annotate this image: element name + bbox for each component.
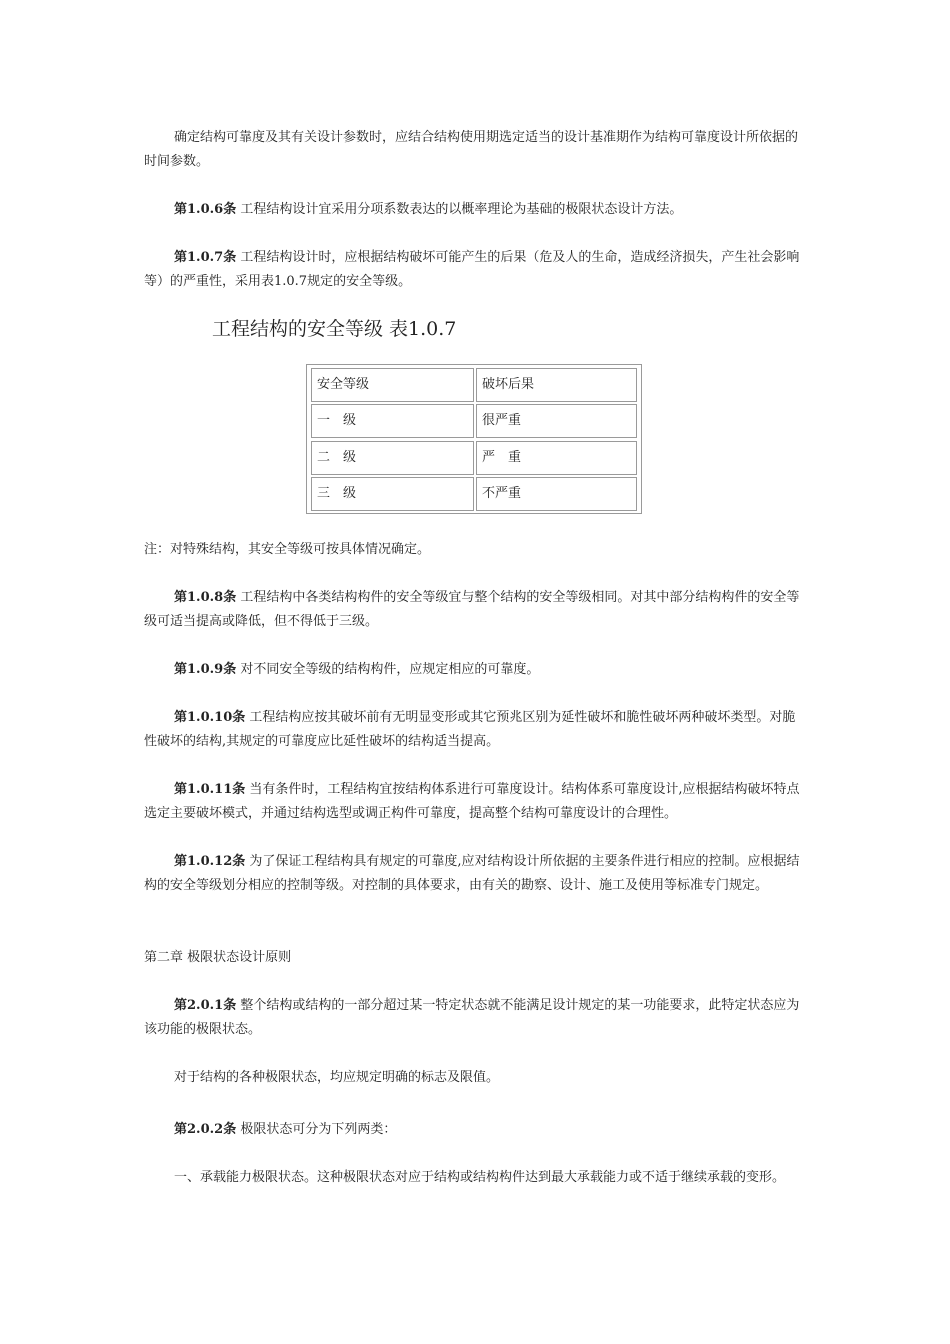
article-1-0-11	[144, 778, 806, 826]
article-1-0-10	[144, 706, 806, 754]
article-text: 工程结构中各类结构构件的安全等级宜与整个结构的安全等级相同。对其中部分结构构件的安全等级可适当提高或降低，但不得低于三级。	[144, 590, 800, 629]
table-header-cell: 安全等级	[311, 368, 474, 402]
list-item-ultimate-limit-state: 一、承载能力极限状态。这种极限状态对应于结构或结构构件达到最大承载能力或不适于继续承载的变形。	[174, 1170, 786, 1185]
chapter-title: 第二章 极限状态设计原则	[144, 950, 292, 965]
article-label: 第1.0.10条	[174, 710, 246, 725]
article-text: 对不同安全等级的结构构件，应规定相应的可靠度。	[236, 662, 540, 677]
table-cell: 一 级	[311, 404, 474, 438]
article-1-0-12	[144, 850, 806, 898]
table-cell: 不严重	[476, 477, 637, 511]
article-label: 第2.0.1条	[174, 998, 237, 1013]
table-caption: 工程结构的安全等级 表1.0.7	[212, 318, 457, 340]
article-label: 第1.0.12条	[174, 854, 246, 869]
article-1-0-8	[144, 586, 806, 634]
article-text: 工程结构设计宜采用分项系数表达的以概率理论为基础的极限状态设计方法。	[236, 202, 683, 217]
article-2-0-1	[144, 994, 806, 1042]
article-label: 第1.0.8条	[174, 590, 237, 605]
article-text: 工程结构应按其破坏前有无明显变形或其它预兆区别为延性破坏和脆性破坏两种破坏类型。对脆性破坏的结构,其规定的可靠度应比延性破坏的结构适当提高。	[144, 710, 796, 749]
article-label: 第1.0.7条	[174, 250, 237, 265]
article-text: 整个结构或结构的一部分超过某一特定状态就不能满足设计规定的某一功能要求，此特定状态应为该功能的极限状态。	[144, 998, 800, 1037]
article-label: 第1.0.6条	[174, 202, 237, 217]
table-note: 注：对特殊结构，其安全等级可按具体情况确定。	[144, 542, 431, 557]
table-cell: 二 级	[311, 441, 474, 475]
table-header-cell: 破坏后果	[476, 368, 637, 402]
article-label: 第2.0.2条	[174, 1122, 237, 1137]
article-label: 第1.0.11条	[174, 782, 246, 797]
table-cell: 很严重	[476, 404, 637, 438]
article-text: 当有条件时，工程结构宜按结构体系进行可靠度设计。结构体系可靠度设计,应根据结构破坏特点选定主要破坏模式，并通过结构选型或调正构件可靠度，提高整个结构可靠度设计的合理性。	[144, 782, 800, 821]
article-text: 极限状态可分为下列两类：	[236, 1122, 397, 1137]
article-1-0-7	[144, 246, 806, 294]
article-1-0-9	[144, 658, 806, 682]
article-text: 为了保证工程结构具有规定的可靠度,应对结构设计所依据的主要条件进行相应的控制。应根据结构的安全等级划分相应的控制等级。对控制的具体要求，由有关的勘察、设计、施工及使用等标准专门规定。	[144, 854, 800, 893]
article-text: 工程结构设计时，应根据结构破坏可能产生的后果（危及人的生命，造成经济损失，产生社会影响等）的严重性，采用表1.0.7规定的安全等级。	[144, 250, 800, 289]
article-label: 第1.0.9条	[174, 662, 237, 677]
paragraph-design-reference-period: 确定结构可靠度及其有关设计参数时，应结合结构使用期选定适当的设计基准期作为结构可靠度设计所依据的时间参数。	[144, 130, 799, 169]
paragraph-limit-marks: 对于结构的各种极限状态，均应规定明确的标志及限值。	[174, 1070, 500, 1085]
table-cell: 严 重	[476, 441, 637, 475]
safety-grade-table	[306, 364, 642, 514]
table-cell: 三 级	[311, 477, 474, 511]
article-2-0-2	[144, 1118, 806, 1142]
article-1-0-6	[144, 198, 806, 222]
